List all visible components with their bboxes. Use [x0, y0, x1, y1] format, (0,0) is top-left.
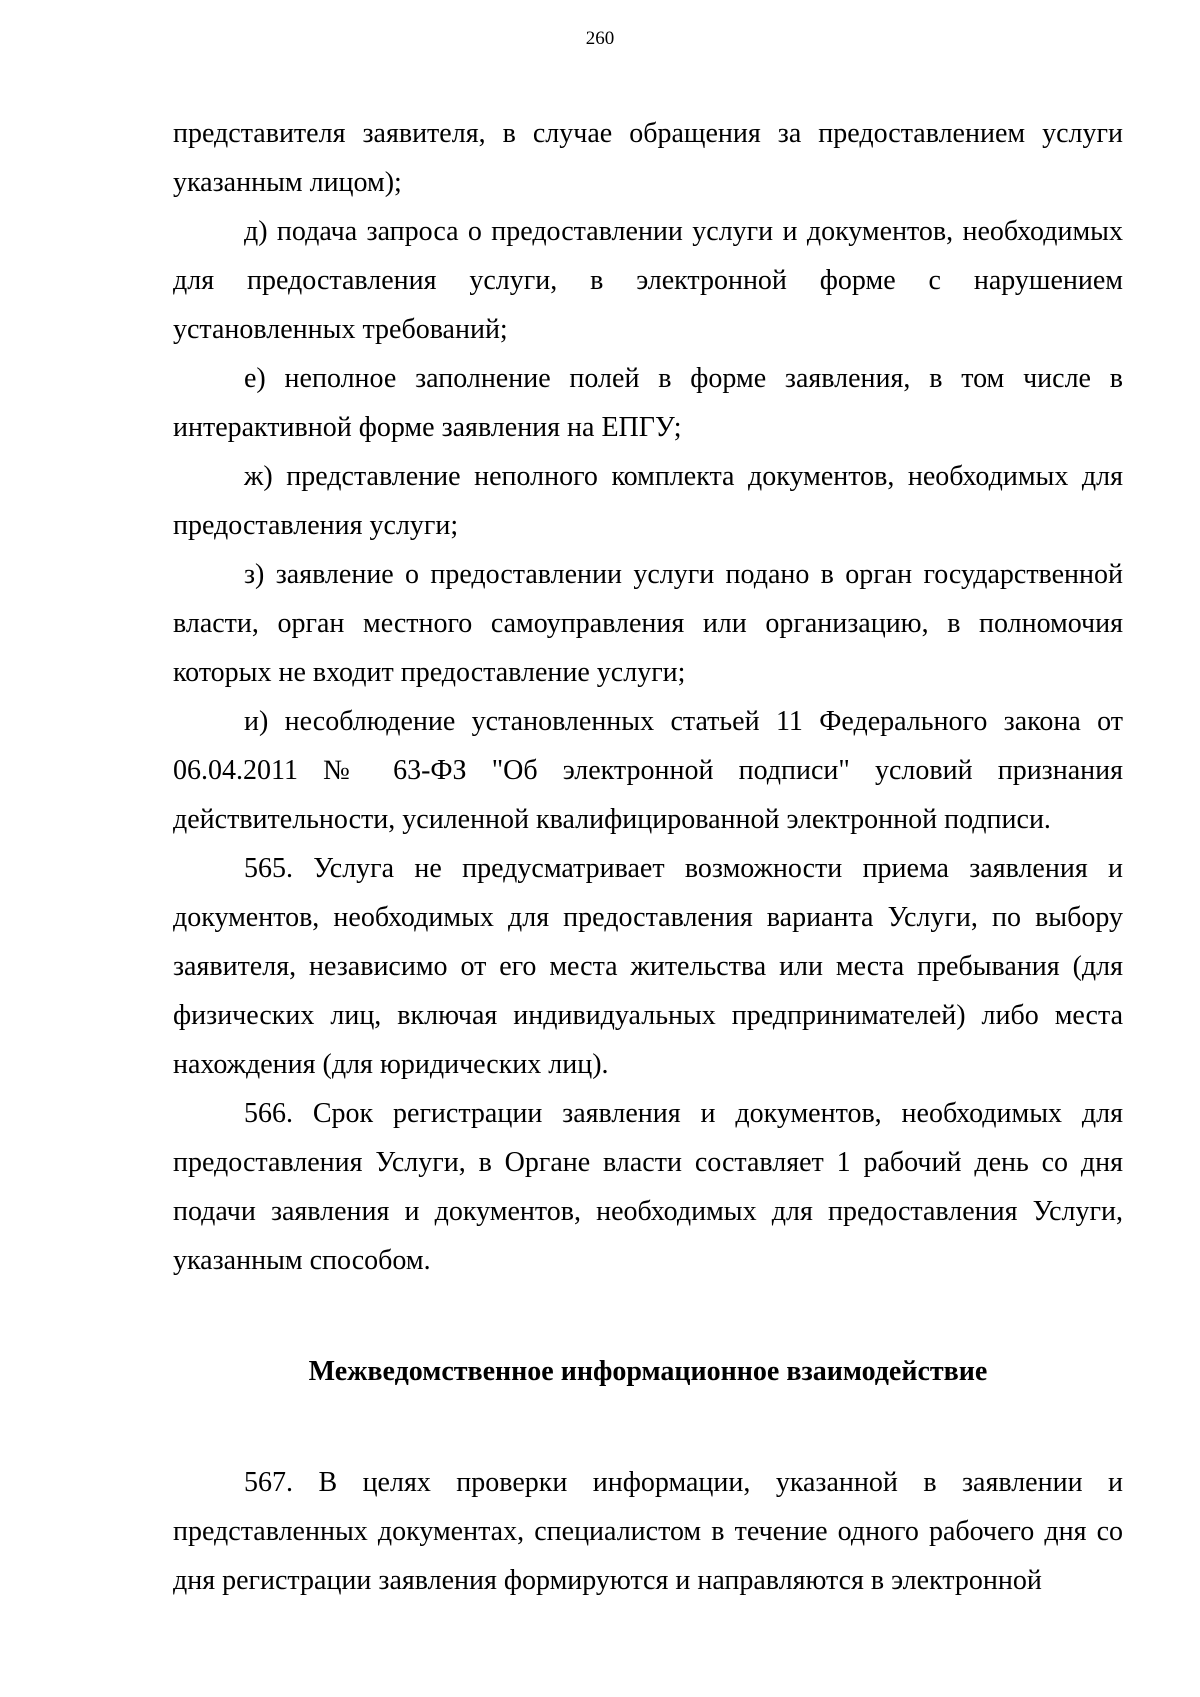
document-body [173, 109, 1123, 1605]
page-number: 260 [585, 28, 615, 49]
list-item-e: е) неполное заполнение полей в форме заявления, в том числе в интерактивной форме заявления на ЕПГУ; [173, 363, 1123, 443]
list-item-zh: ж) представление неполного комплекта документов, необходимых для предоставления услуги; [173, 461, 1123, 541]
paragraph-566: 566. Срок регистрации заявления и документов, необходимых для предоставления Услуги, в Органе власти составляет 1 рабочий день со дня подачи заявления и документов, необходимых для предоставления Услуги, указанным способом. [173, 1098, 1123, 1276]
section-heading: Межведомственное информационное взаимодействие [308, 1356, 988, 1387]
paragraph-continuation: представителя заявителя, в случае обращения за предоставлением услуги указанным лицом); [173, 118, 1123, 198]
list-item-z: з) заявление о предоставлении услуги подано в орган государственной власти, орган местного самоуправления или организацию, в полномочия которых не входит предоставление услуги; [173, 559, 1123, 688]
list-item-i: и) несоблюдение установленных статьей 11 Федерального закона от 06.04.2011 № 63-ФЗ "Об электронной подписи" условий признания действительности, усиленной квалифицированной электронной подписи. [173, 706, 1123, 835]
list-item-d: д) подача запроса о предоставлении услуги и документов, необходимых для предоставления услуги, в электронной форме с нарушением установленных требований; [173, 216, 1123, 345]
paragraph-565: 565. Услуга не предусматривает возможности приема заявления и документов, необходимых для предоставления варианта Услуги, по выбору заявителя, независимо от его места жительства или места пребывания (для физических лиц, включая индивидуальных предпринимателей) либо места нахождения (для юридических лиц). [173, 853, 1123, 1080]
paragraph-567: 567. В целях проверки информации, указанной в заявлении и представленных документах, специалистом в течение одного рабочего дня со дня регистрации заявления формируются и направляются в электронной [173, 1467, 1123, 1596]
